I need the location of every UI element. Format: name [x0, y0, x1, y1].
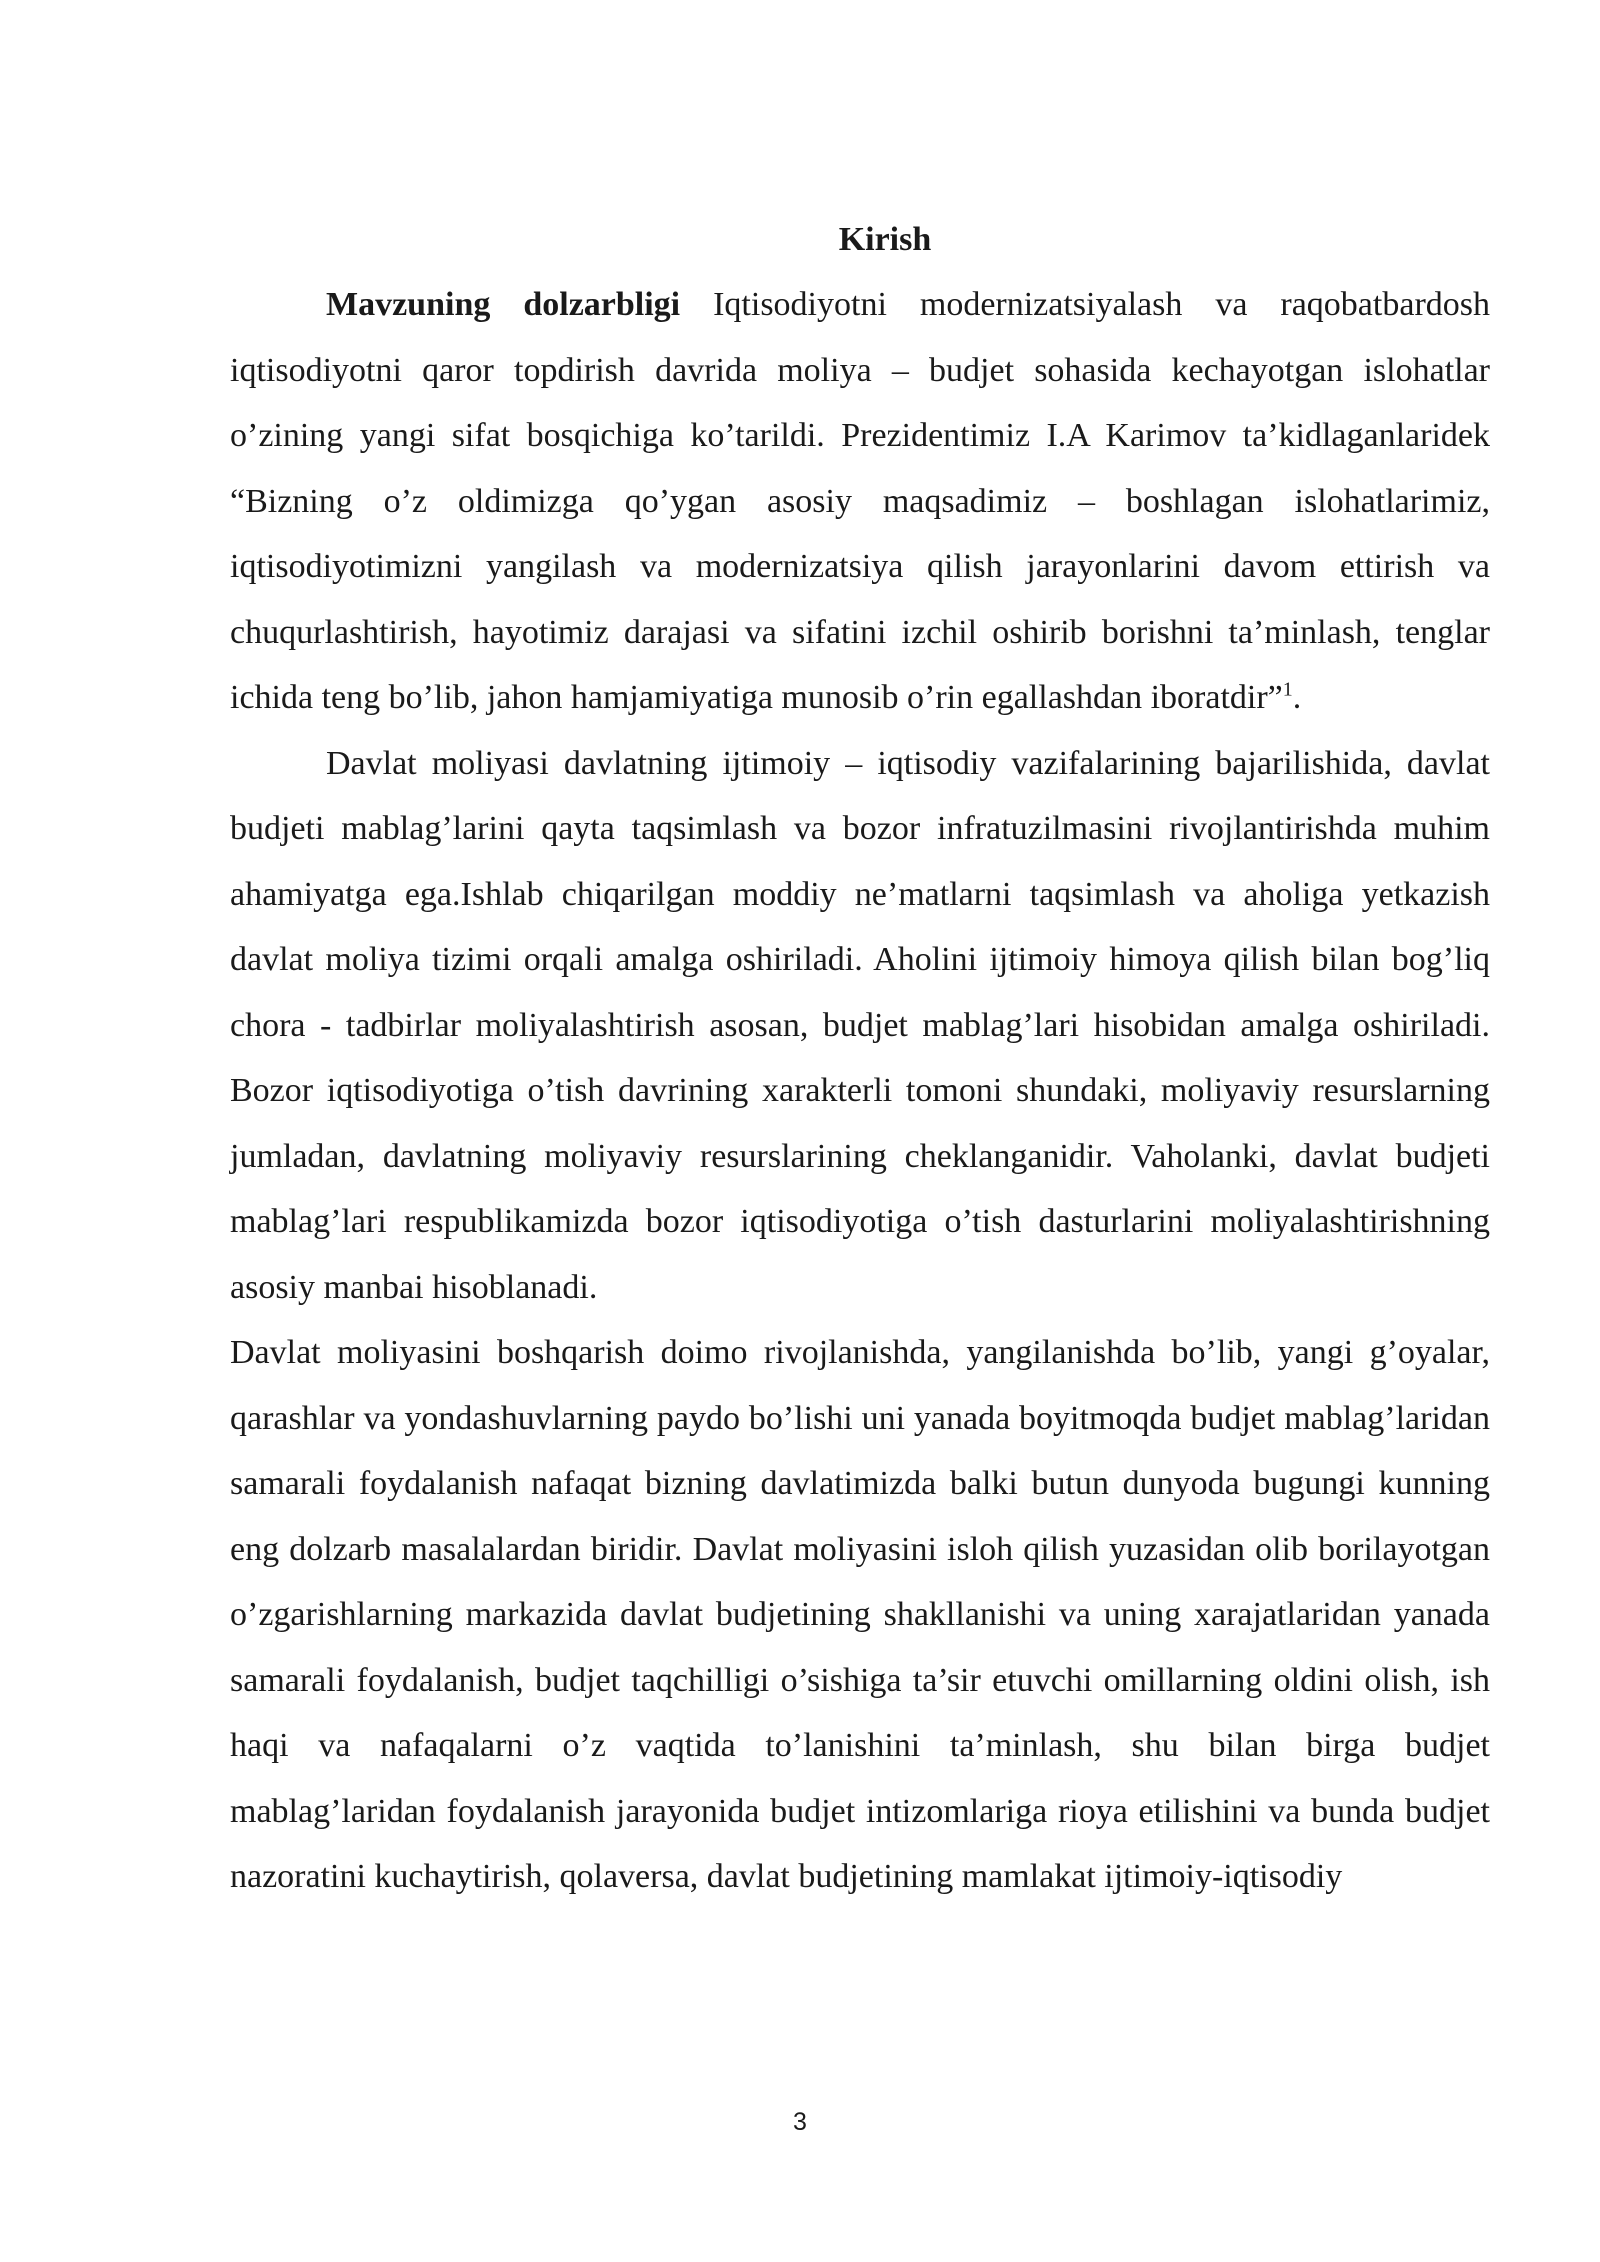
paragraph-tail: . [1292, 679, 1302, 716]
page-number: 3 [793, 2108, 807, 2136]
section-title: Kirish [838, 221, 932, 258]
footnote-marker[interactable]: 1 [1282, 678, 1293, 701]
paragraph-text: Iqtisodiyotni modernizatsiyalash va raqobatbardosh iqtisodiyotni qaror topdirish davrida moliya – budjet sohasida kechayotgan islohatlar o’zining yangi sifat bosqichiga ko’tarildi. Prezidentimiz I.A Karimov ta’kidlaganlaridek “Bizning o’z oldimizga qo’ygan asosiy maqsadimiz – boshlagan islohatlarimiz, iqtisodiyotimizni yangilash va modernizatsiya qilish jarayonlarini davom ettirish va chuqurlashtirish, hayotimiz darajasi va sifatini izchil oshirib borishni ta’minlash, tenglar ichida teng bo’lib, jahon hamjamiyatiga munosib o’rin egallashdan iboratdir” [230, 286, 1490, 716]
paragraph-finance-management: Davlat moliyasini boshqarish doimo rivojlanishda, yangilanishda bo’lib, yangi g’oyalar, qarashlar va yondashuvlarning paydo bo’lishi uni yanada boyitmoqda budjet mablag’laridan samarali foydalanish nafaqat bizning davlatimizda balki butun dunyoda bugungi kunning eng dolzarb masalalardan biridir. Davlat moliyasini isloh qilish yuzasidan olib borilayotgan o’zgarishlarning markazida davlat budjetining shakllanishi va uning xarajatlaridan yanada samarali foydalanish, budjet taqchilligi o’sishiga ta’sir etuvchi omillarning oldini olish, ish haqi va nafaqalarni o’z vaqtida to’lanishini ta’minlash, shu bilan birga budjet mablag’laridan foydalanish jarayonida budjet intizomlariga rioya etilishini va bunda budjet nazoratini kuchaytirish, qolaversa, davlat budjetining mamlakat ijtimoiy-iqtisodiy [230, 1334, 1490, 1895]
document-page [230, 208, 1490, 1910]
paragraph-relevance [230, 272, 1490, 731]
paragraph-lead: Mavzuning dolzarbligi [326, 286, 681, 323]
paragraph-state-finance: Davlat moliyasi davlatning ijtimoiy – iqtisodiy vazifalarining bajarilishida, davlat budjeti mablag’larini qayta taqsimlash va bozor infratuzilmasini rivojlantirishda muhim ahamiyatga ega.Ishlab chiqarilgan moddiy ne’matlarni taqsimlash va aholiga yetkazish davlat moliya tizimi orqali amalga oshiriladi. Aholini ijtimoiy himoya qilish bilan bog’liq chora - tadbirlar moliyalashtirish asosan, budjet mablag’lari hisobidan amalga oshiriladi. Bozor iqtisodiyotiga o’tish davrining xarakterli tomoni shundaki, moliyaviy resurslarning jumladan, davlatning moliyaviy resurslarining cheklanganidir. Vaholanki, davlat budjeti mablag’lari respublikamizda bozor iqtisodiyotiga o’tish dasturlarini moliyalashtirishning asosiy manbai hisoblanadi. [230, 744, 1490, 1306]
